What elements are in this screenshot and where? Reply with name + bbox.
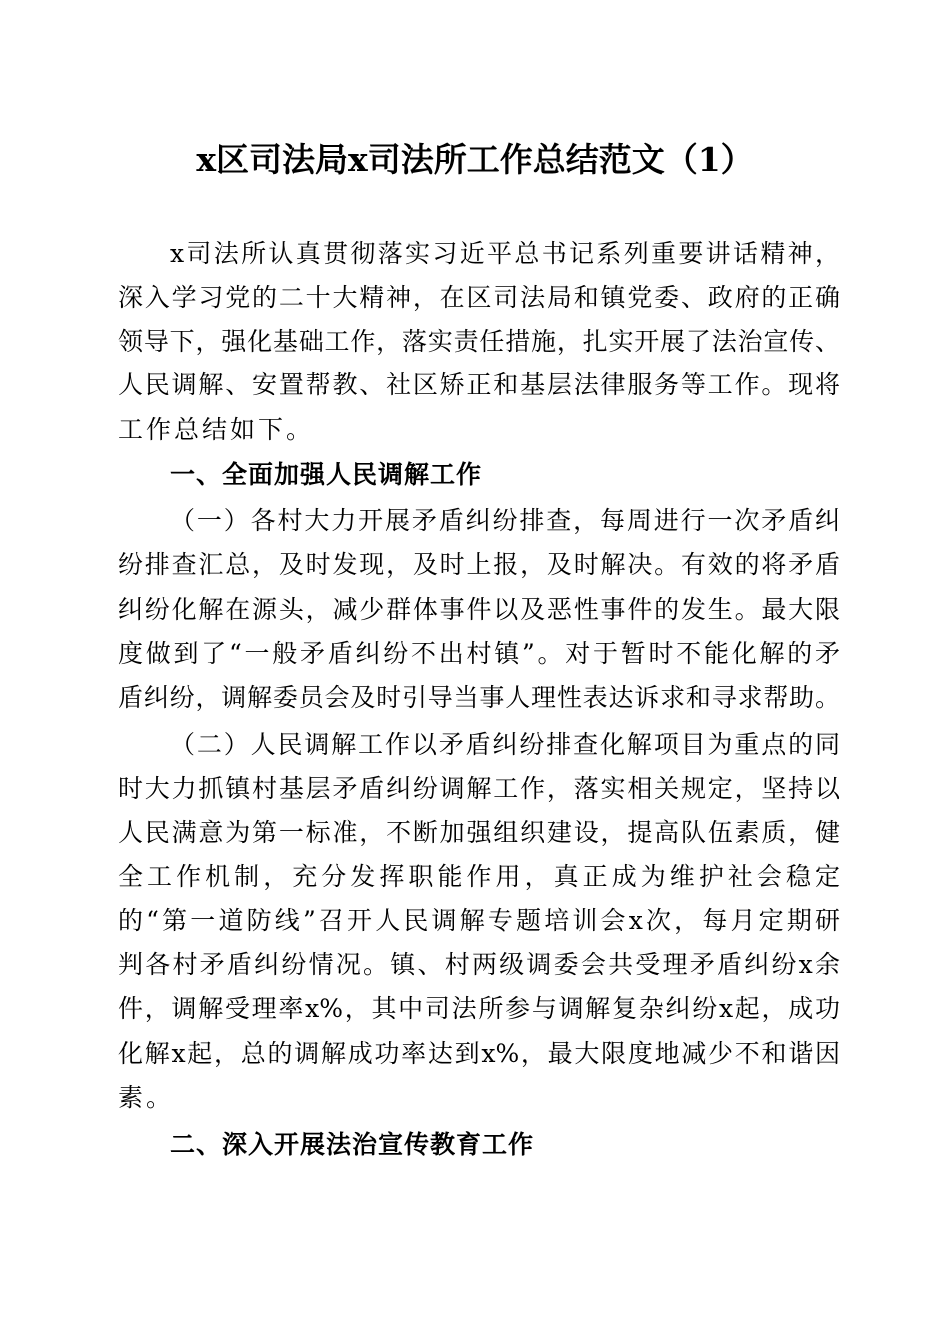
paragraph-line: 度做到了“一般矛盾纠纷不出村镇”。对于暂时不能化解的矛: [118, 639, 840, 668]
document-title: x区司法局x司法所工作总结范文（1）: [196, 140, 754, 179]
paragraph-line: 人民调解、安置帮教、社区矫正和基层法律服务等工作。现将: [118, 370, 840, 399]
section-heading: 一、全面加强人民调解工作: [170, 460, 483, 489]
paragraph-line: x司法所认真贯彻落实习近平总书记系列重要讲话精神，: [170, 239, 840, 268]
paragraph-line: 纷排查汇总，及时发现，及时上报，及时解决。有效的将矛盾: [118, 550, 840, 579]
paragraph-line: （一）各村大力开展矛盾纠纷排查，每周进行一次矛盾纠: [170, 506, 840, 535]
paragraph-line: 盾纠纷，调解委员会及时引导当事人理性表达诉求和寻求帮助。: [118, 683, 840, 712]
paragraph-line: 素。: [118, 1083, 175, 1112]
paragraph-line: 人民满意为第一标准，不断加强组织建设，提高队伍素质，健: [118, 818, 840, 847]
paragraph-line: 领导下，强化基础工作，落实责任措施，扎实开展了法治宣传、: [118, 327, 840, 356]
paragraph-line: 纠纷化解在源头，减少群体事件以及恶性事件的发生。最大限: [118, 595, 840, 624]
section-heading: 二、深入开展法治宣传教育工作: [170, 1130, 535, 1159]
paragraph-line: 时大力抓镇村基层矛盾纠纷调解工作，落实相关规定，坚持以: [118, 774, 840, 803]
paragraph-line: 的“第一道防线”召开人民调解专题培训会x次，每月定期研: [118, 906, 840, 935]
paragraph-line: 化解x起，总的调解成功率达到x%，最大限度地减少不和谐因: [118, 1039, 840, 1068]
paragraph-line: （二）人民调解工作以矛盾纠纷排查化解项目为重点的同: [170, 730, 840, 759]
paragraph-line: 件，调解受理率x%，其中司法所参与调解复杂纠纷x起，成功: [118, 994, 840, 1023]
paragraph-line: 判各村矛盾纠纷情况。镇、村两级调委会共受理矛盾纠纷x余: [118, 950, 840, 979]
paragraph-line: 工作总结如下。: [118, 415, 315, 444]
paragraph-line: 深入学习党的二十大精神，在区司法局和镇党委、政府的正确: [118, 283, 840, 312]
paragraph-line: 全工作机制，充分发挥职能作用，真正成为维护社会稳定: [118, 862, 840, 891]
